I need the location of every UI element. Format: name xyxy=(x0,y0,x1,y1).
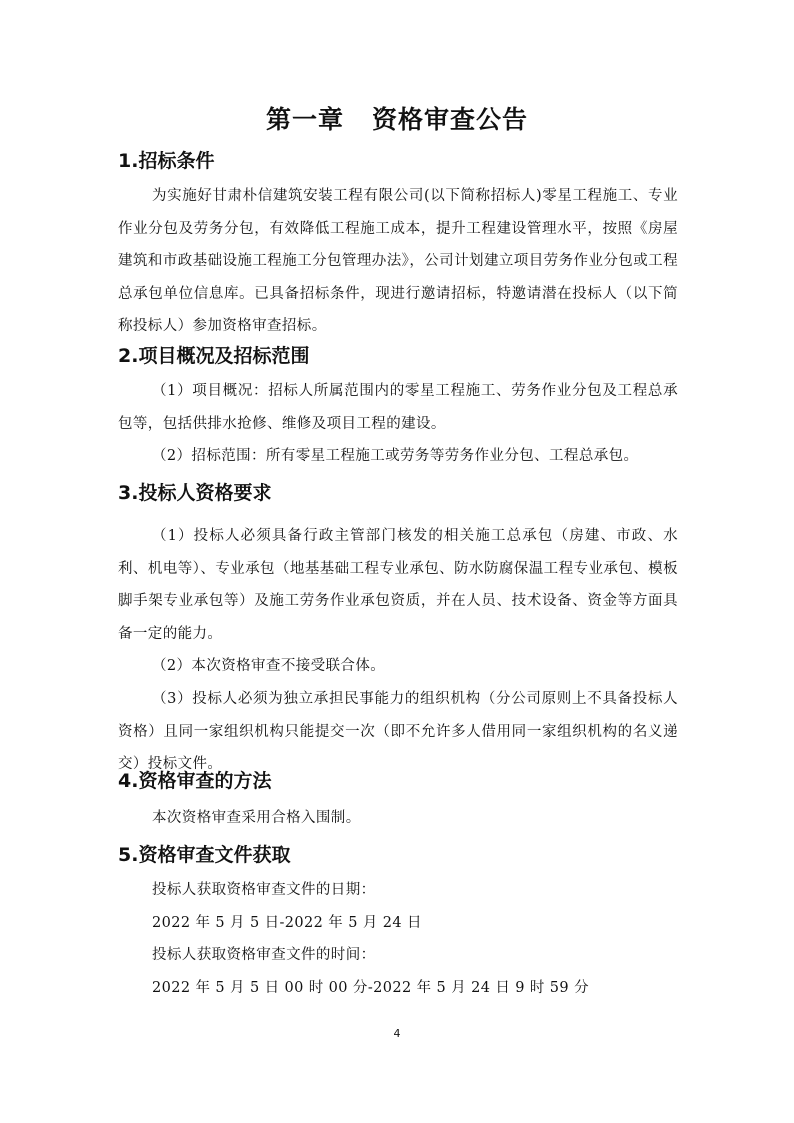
section-heading: 5.资格审查文件获取 xyxy=(118,844,291,866)
chapter-number: 第一章 xyxy=(265,105,344,134)
chapter-title xyxy=(0,100,794,136)
section-heading: 1.招标条件 xyxy=(118,150,215,172)
section-bidding-conditions xyxy=(118,148,678,343)
acquisition-date-range: 2022 年 5 月 5 日-2022 年 5 月 24 日 xyxy=(152,914,422,931)
section-paragraph: 本次资格审查采用合格入围制。 xyxy=(152,810,361,826)
section-paragraph: （1）项目概况：招标人所属范围内的零星工程施工、劳务作业分包及工程总承包等，包括供排水抢修、维修及项目工程的建设。 xyxy=(118,383,678,432)
section-review-method xyxy=(118,768,678,835)
section-paragraph: （2）招标范围：所有零星工程施工或劳务等劳务作业分包、工程总承包。 xyxy=(152,448,639,465)
section-paragraph: 为实施好甘肃朴信建筑安装工程有限公司(以下简称招标人)零星工程施工、专业作业分包及劳务分包，有效降低工程施工成本，提升工程建设管理水平，按照《房屋建筑和市政基础设施工程施工分包管理办法》，公司计划建立项目劳务作业分包或工程总承包单位信息库。已具备招标条件，现进行邀请招标，特邀请潜在投标人（以下简称投标人）参加资格审查招标。 xyxy=(118,188,678,335)
section-paragraph: （2）本次资格审查不接受联合体。 xyxy=(152,658,386,675)
section-project-overview xyxy=(118,343,678,473)
section-paragraph: 投标人获取资格审查文件的时间： xyxy=(152,947,376,964)
section-bidder-requirements xyxy=(118,480,678,781)
section-heading: 4.资格审查的方法 xyxy=(118,770,272,792)
section-heading: 2.项目概况及招标范围 xyxy=(118,345,310,367)
section-paragraph: （1）投标人必须具备行政主管部门核发的相关施工总承包（房建、市政、水利、机电等）、专业承包（地基基础工程专业承包、防水防腐保温工程专业承包、模板脚手架专业承包等）及施工劳务作业承包资质，并在人员、技术设备、资金等方面具备一定的能力。 xyxy=(118,528,678,642)
section-heading: 3.投标人资格要求 xyxy=(118,482,272,504)
section-paragraph: 投标人获取资格审查文件的日期： xyxy=(152,882,376,898)
section-paragraph: （3）投标人必须为独立承担民事能力的组织机构（分公司原则上不具备投标人资格）且同一家组织机构只能提交一次（即不允许多人借用同一家组织机构的名义递交）投标文件。 xyxy=(118,690,678,773)
acquisition-time-range: 2022 年 5 月 5 日 00 时 00 分-2022 年 5 月 24 日 9 时 59 分 xyxy=(152,979,589,996)
page-number: 4 xyxy=(393,1027,401,1040)
chapter-name: 资格审查公告 xyxy=(372,105,529,134)
section-document-acquisition xyxy=(118,842,678,1004)
